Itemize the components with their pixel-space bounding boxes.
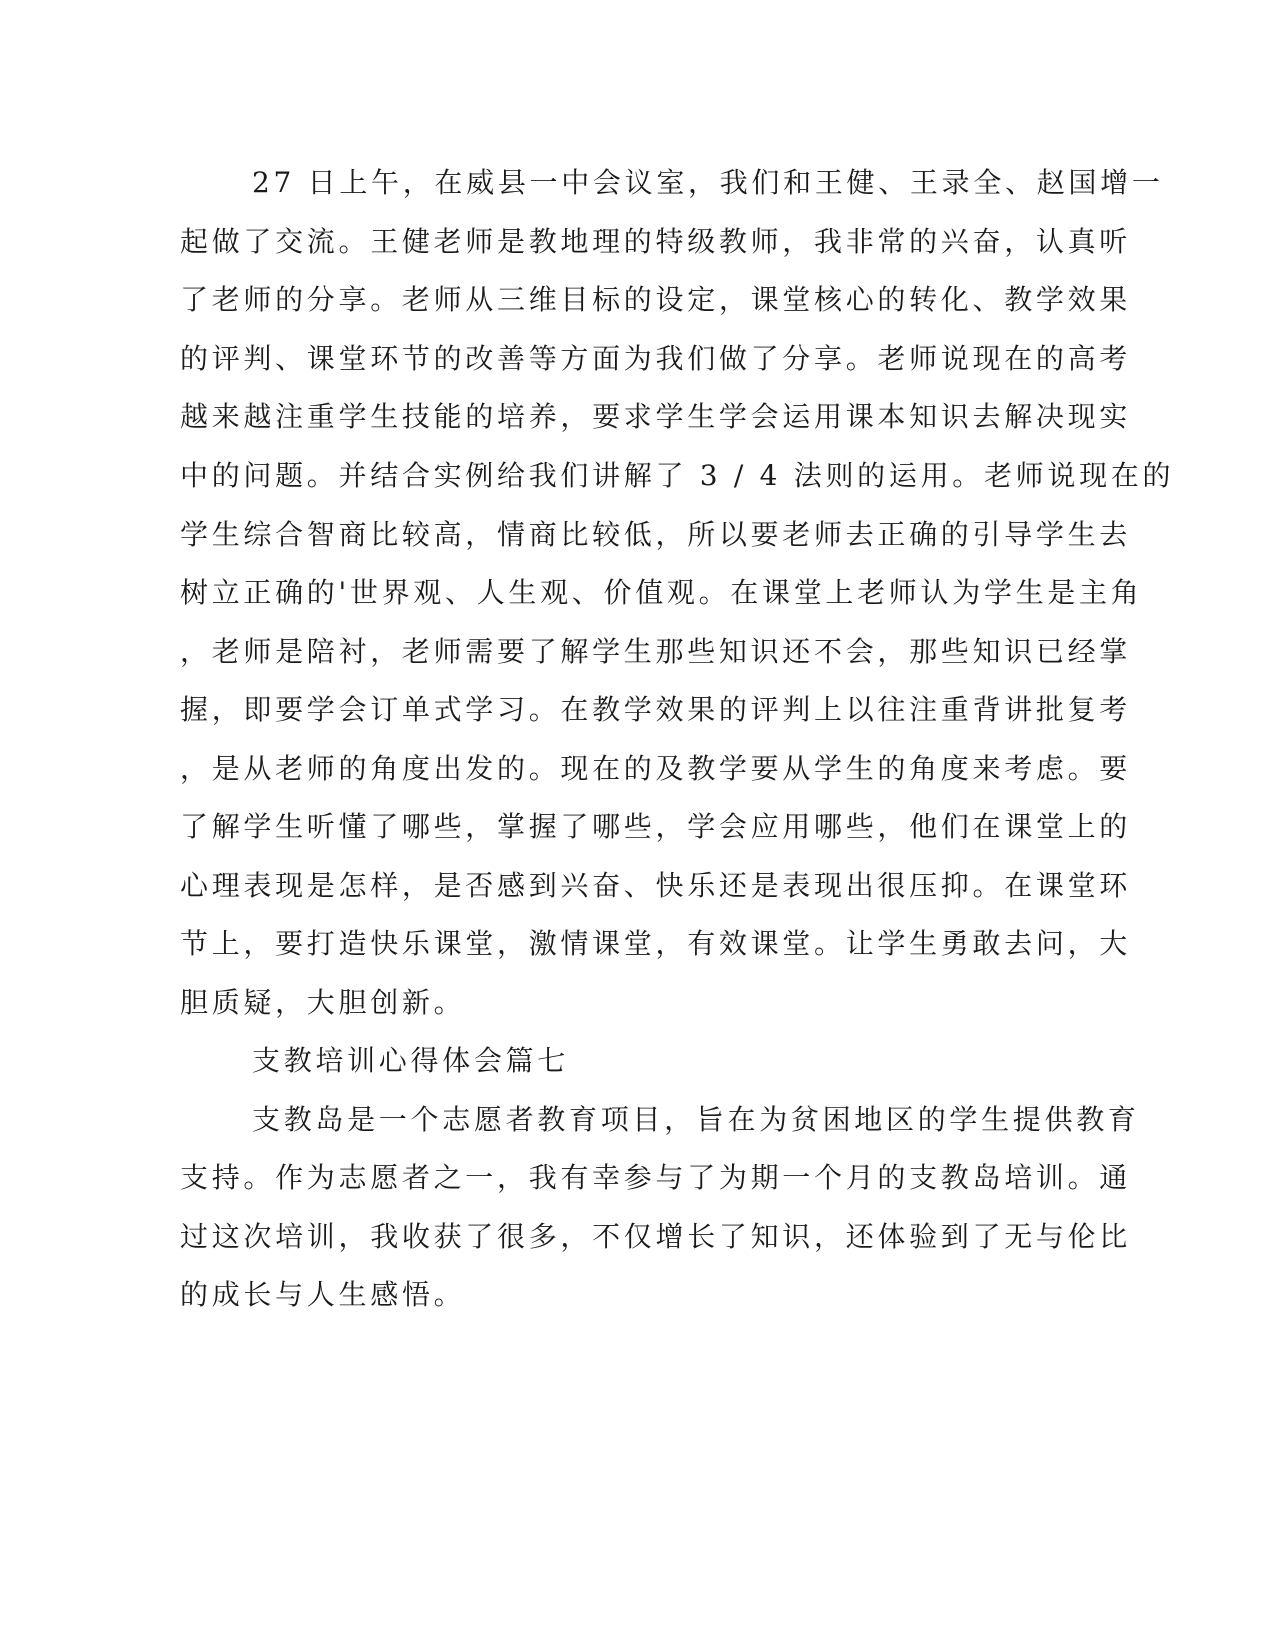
paragraph-2-line-3: 过这次培训，我收获了很多，不仅增长了知识，还体验到了无与伦比 — [180, 1220, 1132, 1253]
paragraph-1-line-13: 心理表现是怎样，是否感到兴奋、快乐还是表现出很压抑。在课堂环 — [180, 869, 1132, 902]
paragraph-2-line-4: 的成长与人生感悟。 — [180, 1278, 466, 1311]
paragraph-1-line-12: 了解学生听懂了哪些，掌握了哪些，学会应用哪些，他们在课堂上的 — [180, 810, 1132, 843]
paragraph-1-line-14: 节上，要打造快乐课堂，激情课堂，有效课堂。让学生勇敢去问，大 — [180, 927, 1132, 960]
paragraph-1-line-1: 27 日上午，在威县一中会议室，我们和王健、王录全、赵国增一 — [252, 166, 1164, 199]
paragraph-1-line-10: 握，即要学会订单式学习。在教学效果的评判上以往注重背讲批复考 — [180, 693, 1132, 726]
paragraph-1-line-3: 了老师的分享。老师从三维目标的设定，课堂核心的转化、教学效果 — [180, 283, 1132, 316]
paragraph-2-line-1: 支教岛是一个志愿者教育项目，旨在为贫困地区的学生提供教育 — [252, 1103, 1140, 1136]
section-heading: 支教培训心得体会篇七 — [252, 1044, 570, 1077]
paragraph-1-line-15: 胆质疑，大胆创新。 — [180, 986, 466, 1019]
paragraph-1-line-7: 学生综合智商比较高，情商比较低，所以要老师去正确的引导学生去 — [180, 518, 1132, 551]
paragraph-1-line-4: 的评判、课堂环节的改善等方面为我们做了分享。老师说现在的高考 — [180, 342, 1132, 375]
paragraph-1-line-2: 起做了交流。王健老师是教地理的特级教师，我非常的兴奋，认真听 — [180, 225, 1132, 258]
paragraph-1-line-9: ，老师是陪衬，老师需要了解学生那些知识还不会，那些知识已经掌 — [180, 635, 1132, 668]
paragraph-2-line-2: 支持。作为志愿者之一，我有幸参与了为期一个月的支教岛培训。通 — [180, 1161, 1132, 1194]
paragraph-1-line-5: 越来越注重学生技能的培养，要求学生学会运用课本知识去解决现实 — [180, 400, 1132, 433]
paragraph-1-line-8: 树立正确的'世界观、人生观、价值观。在课堂上老师认为学生是主角 — [180, 576, 1143, 609]
paragraph-1-line-6: 中的问题。并结合实例给我们讲解了 3 / 4 法则的运用。老师说现在的 — [180, 459, 1175, 492]
paragraph-1-line-11: ，是从老师的角度出发的。现在的及教学要从学生的角度来考虑。要 — [180, 752, 1132, 785]
